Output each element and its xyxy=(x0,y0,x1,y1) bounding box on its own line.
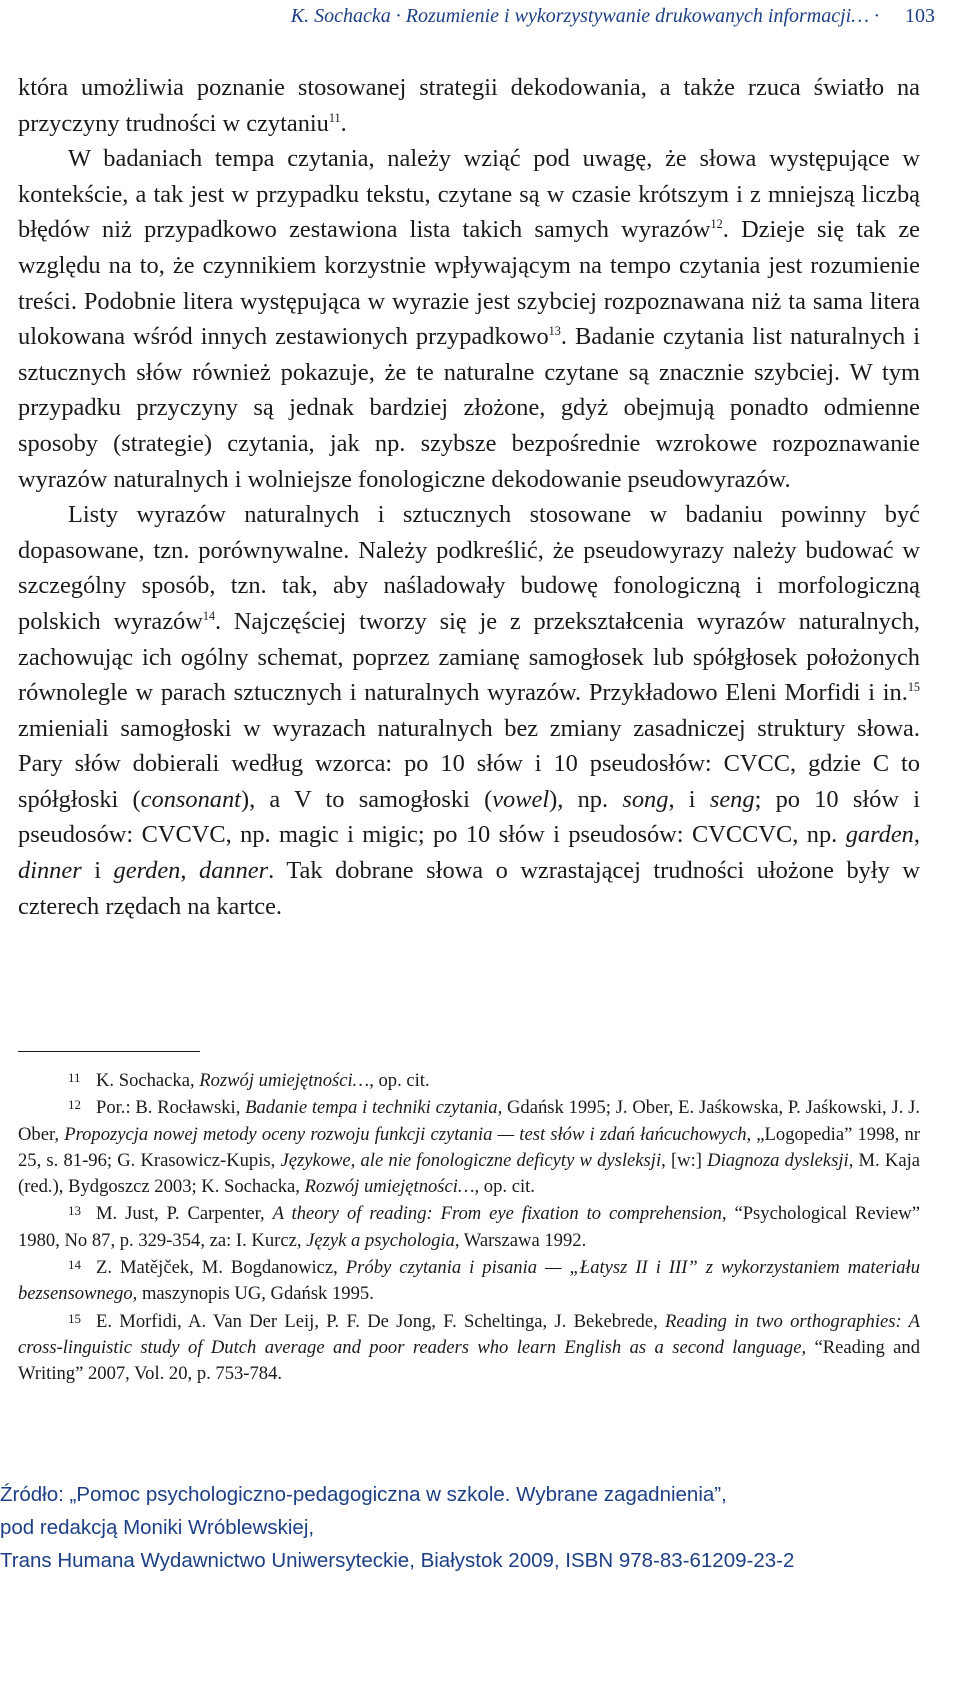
italic-title: Językowe, ale nie fonologiczne deficyty w dysleksji xyxy=(280,1149,662,1171)
text-span: . Dzieje się tak ze względu na to, że czynnikiem korzystnie wpływającym na tempo czytania jest rozumienie treści. Podobnie litera występująca w wyrazie jest szybciej rozpoznawana niż ta sama litera ulokowana wśród innych zestawionych przypadkowo xyxy=(18,216,920,351)
text-span: zmieniali samogłoski w wyrazach naturalnych bez zmiany zasadniczej struktury słowa. Pary słów dobierali według wzorca: po 10 słów i 10 pseudosłów: CVCC, gdzie C to spółgłoski ( xyxy=(18,714,920,813)
footnote-ref[interactable]: 14 xyxy=(202,608,216,623)
main-text xyxy=(18,70,920,924)
text-span: ), np. xyxy=(549,785,623,813)
source-line-2: pod redakcją Moniki Wróblewskiej, xyxy=(0,1516,315,1539)
text-span: ), a V to samogłoski ( xyxy=(240,785,493,813)
italic-term: dinner xyxy=(18,857,82,885)
source-line-3: Trans Humana Wydawnictwo Uniwersyteckie, Białystok 2009, ISBN 978-83-61209-23-2 xyxy=(0,1549,795,1572)
text-span: , i xyxy=(668,785,710,813)
footnote-ref[interactable]: 15 xyxy=(907,679,920,694)
text-span: , M. Kaja (red.), Bydgoszcz 2003; K. Sochacka, xyxy=(18,1149,920,1198)
text-span: Por.: B. Rocławski, xyxy=(96,1097,246,1119)
italic-term: danner xyxy=(199,857,269,885)
source-line-1: Źródło: „Pomoc psychologiczno-pedagogiczna w szkole. Wybrane zagadnienia”, xyxy=(0,1483,727,1506)
paragraph-2 xyxy=(18,141,920,497)
text-span: ; po 10 słów i pseudosów: CVCVC, np. magic i migic; po 10 słów i pseudosów: CVCCVC, np. xyxy=(18,785,920,849)
text-span: , xyxy=(180,857,200,885)
italic-title: Rozwój umiejętności… xyxy=(199,1070,370,1091)
text-span: E. Morfidi, A. Van Der Leij, P. F. De Jong, F. Scheltinga, J. Bekebrede, xyxy=(96,1310,666,1332)
italic-title: Propozycja nowej metody oceny rozwoju funkcji czytania — test słów i zdań łańcuchowych xyxy=(64,1123,747,1145)
footnote-15: 15 E. Morfidi, A. Van Der Leij, P. F. De Jong, F. Scheltinga, J. Bekebrede, Reading in two orthographies: A cross-linguistic study of Dutch average and poor readers who learn English as a second language, “Reading and Writing” 2007, Vol. 20, p. 753-784. xyxy=(18,1310,920,1385)
text-span: , op. cit. xyxy=(474,1176,535,1198)
footnote-ref[interactable]: 12 xyxy=(710,217,723,232)
italic-title: Reading in two orthographies: A cross-linguistic study of Dutch average and poor readers who learn English as a second language, xyxy=(18,1310,920,1358)
italic-title: Język a psychologia xyxy=(306,1229,455,1251)
footnotes xyxy=(18,1068,920,1389)
footnote-ref[interactable]: 13 xyxy=(548,324,561,339)
text-span: , Warszawa 1992. xyxy=(454,1229,587,1251)
footnote-separator xyxy=(18,1051,200,1052)
italic-term: seng xyxy=(709,785,755,813)
paragraph-1 xyxy=(18,70,920,141)
footnote-13: 13 M. Just, P. Carpenter, A theory of reading: From eye fixation to comprehension, “Psychological Review” 1980, No 87, p. 329-354, za: I. Kurcz, Język a psychologia, Warszawa 1992. xyxy=(18,1203,920,1251)
italic-term: gerden xyxy=(113,857,181,885)
source-citation xyxy=(0,1478,960,1577)
italic-term: garden xyxy=(845,821,914,849)
italic-title: Diagnoza dysleksji xyxy=(707,1149,849,1171)
text-span: , xyxy=(913,821,920,849)
text-span: , “Psychological Review” 1980, No 87, p. 329-354, za: I. Kurcz, xyxy=(18,1203,920,1251)
footnote-14: 14 Z. Matějček, M. Bogdanowicz, Próby czytania i pisania — „Łatysz II i III” z wykorzystaniem materiału bezsensownego, maszynopis UG, Gdańsk 1995. xyxy=(18,1257,920,1305)
text-span: , op. cit. xyxy=(369,1070,430,1091)
text-span: “Reading and Writing” 2007, Vol. 20, p. 753-784. xyxy=(18,1336,920,1385)
text-span: , [w:] xyxy=(661,1149,708,1171)
text-span: . Badanie czytania list naturalnych i sztucznych słów również pokazuje, że te naturalne czytane są znacznie szybciej. W tym przypadku przyczyny są jednak bardziej złożone, gdyż obejmują ponadto odmienne sposoby (strategie) czytania, jak np. szybsze bezpośrednie wzrokowe rozpoznawanie wyrazów naturalnych i wolniejsze fonologiczne dekodowanie pseudowyrazów. xyxy=(18,323,920,493)
text-span: i xyxy=(81,857,114,885)
text-span: . Tak dobrane słowa o wzrastającej trudności ułożone były w czterech rzędach na kartce. xyxy=(18,857,920,920)
text-span: . Najczęściej tworzy się je z przekształcenia wyrazów naturalnych, zachowując ich ogólny schemat, poprzez zamianę samogłosek lub spółgłosek położonych równolegle w parach sztucznych i naturalnych wyrazów. Przykładowo Eleni Morfidi i in. xyxy=(18,607,920,707)
running-header xyxy=(0,4,935,28)
footnote-12: 12 Por.: B. Rocławski, Badanie tempa i techniki czytania, Gdańsk 1995; J. Ober, E. Jaśkowska, P. Jaśkowski, J. J. Ober, Propozycja nowej metody oceny rozwoju funkcji czytania — test słów i zdań łańcuchowych, „Logopedia” 1998, nr 25, s. 81-96; G. Krasowicz-Kupis, Językowe, ale nie fonologiczne deficyty w dysleksji, [w:] Diagnoza dysleksji, M. Kaja (red.), Bydgoszcz 2003; K. Sochacka, Rozwój umiejętności…, op. cit. xyxy=(18,1097,920,1198)
italic-title: A theory of reading: From eye fixation to comprehension xyxy=(272,1203,722,1225)
text-span: Z. Matějček, M. Bogdanowicz, xyxy=(96,1257,346,1279)
footnote-ref[interactable]: 11 xyxy=(328,110,341,125)
running-head-title: K. Sochacka · Rozumienie i wykorzystywanie drukowanych informacji… · xyxy=(290,5,879,27)
italic-title: Badanie tempa i techniki czytania xyxy=(245,1097,498,1119)
text-span: M. Just, P. Carpenter, xyxy=(96,1203,273,1225)
italic-term: vowel xyxy=(492,785,550,813)
text-span: , Gdańsk 1995; J. Ober, E. Jaśkowska, P. Jaśkowski, J. J. Ober, xyxy=(18,1097,920,1145)
italic-term: song xyxy=(622,785,669,813)
text-span: . xyxy=(340,109,347,137)
text-span: , maszynopis UG, Gdańsk 1995. xyxy=(132,1283,374,1305)
text-span: W badaniach tempa czytania, należy wziąć pod uwagę, że słowa występujące w kontekście, a tak jest w przypadku tekstu, czytane są w czasie krótszym i z mniejszą liczbą błędów niż przypadkowo zestawiona lista takich samych wyrazów xyxy=(18,145,920,244)
page-number: 103 xyxy=(905,5,935,27)
italic-title: Rozwój umiejętności… xyxy=(304,1176,475,1198)
text-span: która umożliwia poznanie stosowanej strategii dekodowania, a także rzuca światło na przyczyny trudności w czytaniu xyxy=(18,74,920,137)
paragraph-3 xyxy=(18,497,920,924)
text-span: , „Logopedia” 1998, nr 25, s. 81-96; G. Krasowicz-Kupis, xyxy=(18,1123,920,1171)
footnote-11: 11 K. Sochacka, Rozwój umiejętności…, op. cit. xyxy=(68,1070,430,1091)
italic-title: Próby czytania i pisania — „Łatysz II i III” z wykorzystaniem materiału bezsensownego xyxy=(18,1257,920,1305)
text-span: Listy wyrazów naturalnych i sztucznych stosowane w badaniu powinny być dopasowane, tzn. porównywalne. Należy podkreślić, że pseudowyrazy należy budować w szczególny sposób, tzn. tak, aby naśladowały budowę fonologiczną i morfologiczną polskich wyrazów xyxy=(18,501,920,635)
italic-term: consonant xyxy=(140,785,241,813)
text-span: K. Sochacka, xyxy=(96,1070,200,1091)
